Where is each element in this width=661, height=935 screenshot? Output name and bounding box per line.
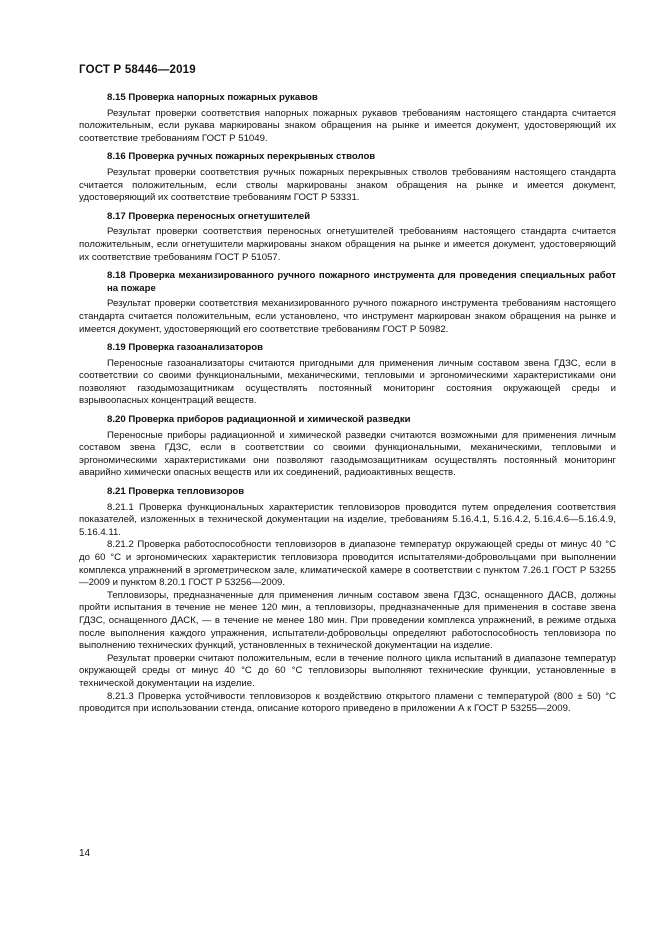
- section-8-19: [79, 342, 616, 408]
- section-8-18: [79, 270, 616, 336]
- section-8-21: [79, 486, 616, 716]
- section-paragraph: 8.21.3 Проверка устойчивости тепловизоров к воздействию открытого пламени с температурой (800 ± 50) °С проводится при использовании стенда, описание которого приведено в приложении А к ГОСТ Р 53255—2009.: [79, 690, 616, 715]
- section-heading: 8.20 Проверка приборов радиационной и химической разведки: [107, 414, 411, 426]
- section-heading: 8.17 Проверка переносных огнетушителей: [107, 210, 311, 222]
- section-paragraph: 8.21.2 Проверка работоспособности тепловизоров в диапазоне температур окружающей среды от минус 40 °С до 60 °С и эргономических характеристик тепловизора проводится испытателями-добровольцами при выполнении комплекса упражнений в эргометрическом зале, климатической камере в соответствии с пунктом 7.26.1 ГОСТ Р 53255—2009 и пунктом 8.20.1 ГОСТ Р 53256—2009.: [79, 539, 616, 589]
- standard-header: ГОСТ Р 58446—2019: [79, 64, 196, 76]
- section-paragraph: Тепловизоры, предназначенные для применения личным составом звена ГДЗС, оснащенного ДАСВ, должны пройти испытания в течение не менее 120 мин, а тепловизоры, предназначенные для применения в составе звена ГДЗС, оснащенного ДАСК, — в течение не менее 180 мин. При проведении комплекса упражнений, в режиме отдыха после выполнения каждого упражнения, испытатели-добровольцы определяют работоспособность тепловизора по выполнению технических функций, установленных в технической документации на изделие.: [79, 589, 616, 652]
- page-number: 14: [79, 848, 91, 859]
- document-body: [79, 92, 616, 722]
- section-heading: 8.16 Проверка ручных пожарных перекрывных стволов: [107, 151, 376, 163]
- section-paragraph: Результат проверки соответствия переносных огнетушителей требованиям настоящего стандарта считается положительным, если огнетушители маркированы знаком обращения на рынке и имеется документ, удостоверяющий их соответствие требованиям ГОСТ Р 51057.: [79, 226, 616, 263]
- section-heading: 8.19 Проверка газоанализаторов: [107, 342, 264, 354]
- section-heading: 8.21 Проверка тепловизоров: [107, 486, 245, 498]
- section-8-15: [79, 92, 616, 145]
- section-8-16: [79, 151, 616, 204]
- section-paragraph: Переносные приборы радиационной и химической разведки считаются возможными для применения личным составом звена ГДЗС, если в соответствии со своими функциональными, механическими, тепловыми и эргономическими характеристиками они позволяют газодымозащитникам осуществлять постоянный мониторинг аварийно химически опасных веществ или их соединений, радиоактивных веществ.: [79, 429, 616, 479]
- section-heading: 8.18 Проверка механизированного ручного пожарного инструмента для проведения специальных работ на пожаре: [107, 270, 616, 294]
- section-8-17: [79, 211, 616, 264]
- section-8-20: [79, 414, 616, 480]
- section-heading: 8.15 Проверка напорных пожарных рукавов: [107, 92, 318, 103]
- section-paragraph: Результат проверки соответствия ручных пожарных перекрывных стволов требованиям настоящего стандарта считается положительным, если стволы маркированы знаком обращения на рынке и имеется документ, удостоверяющий их соответствие требованиям ГОСТ Р 53331.: [79, 166, 616, 204]
- section-paragraph: Результат проверки соответствия напорных пожарных рукавов требованиям настоящего стандарта считается положительным, если рукава маркированы знаком обращения на рынке и имеется документ, удостоверяющий их соответствие требованиям ГОСТ Р 51049.: [79, 107, 616, 144]
- section-paragraph: Результат проверки считают положительным, если в течение полного цикла испытаний в диапазоне температур окружающей среды от минус 40 °С до 60 °С тепловизоры выполняют технические функции, установленные в технической документации на изделие.: [79, 652, 616, 689]
- section-paragraph: 8.21.1 Проверка функциональных характеристик тепловизоров проводится путем определения соответствия показателей, изложенных в технической документации на изделие, требованиям 5.16.4.1, 5.16.4.2, 5.16.4.6—5.16.4.9, 5.16.4.11.: [79, 501, 616, 538]
- section-paragraph: Переносные газоанализаторы считаются пригодными для применения личным составом звена ГДЗС, если в соответствии со своими функциональными, механическими, тепловыми и эргономическими характеристиками они позволяют газодымозащитникам осуществлять постоянный мониторинг состояния окружающей среды и взрывоопасных концентраций веществ.: [79, 357, 616, 407]
- section-paragraph: Результат проверки соответствия механизированного ручного пожарного инструмента требованиям настоящего стандарта считается положительным, если установлено, что инструмент маркирован знаком обращения на рынке и имеется документ, удостоверяющий его соответствие требованиям ГОСТ Р 50982.: [79, 298, 616, 335]
